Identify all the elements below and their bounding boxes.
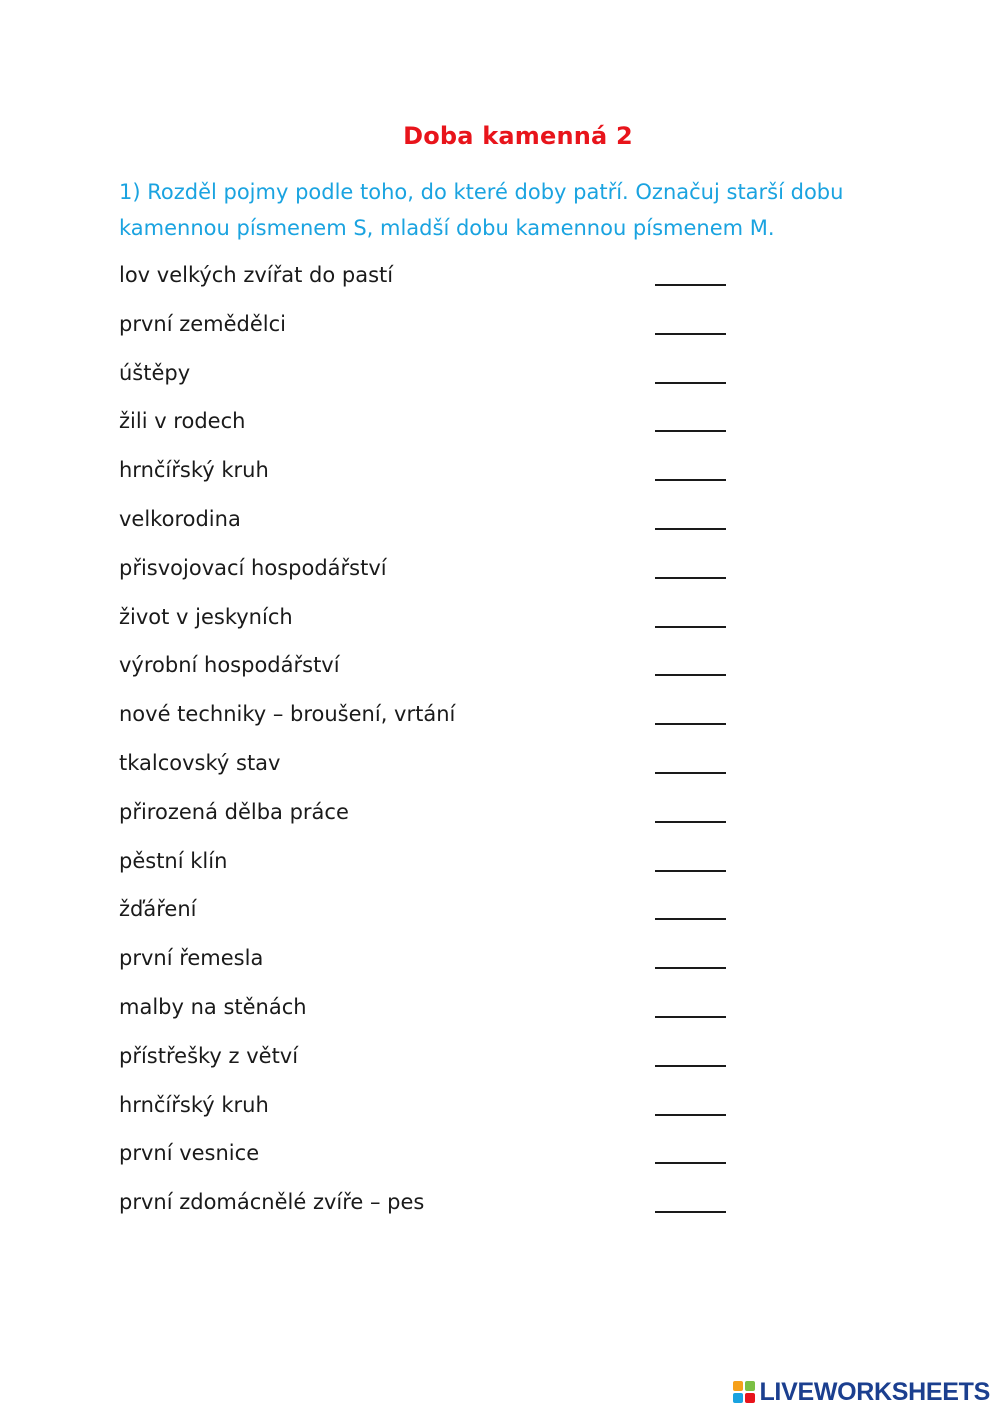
term-label: nové techniky – broušení, vrtání (119, 702, 456, 727)
answer-blank[interactable] (655, 1162, 726, 1164)
answer-blank[interactable] (655, 284, 726, 286)
answer-blank[interactable] (655, 528, 726, 530)
term-label: tkalcovský stav (119, 750, 281, 775)
term-row (119, 1037, 759, 1086)
logo-text: LIVEWORKSHEETS (759, 1377, 990, 1406)
liveworksheets-logo[interactable] (733, 1379, 990, 1405)
answer-blank[interactable] (655, 870, 726, 872)
term-row (119, 256, 759, 305)
term-row (119, 1086, 759, 1135)
term-label: velkorodina (119, 506, 241, 531)
term-row (119, 1183, 759, 1232)
answer-blank[interactable] (655, 674, 726, 676)
answer-blank[interactable] (655, 1016, 726, 1018)
answer-blank[interactable] (655, 723, 726, 725)
term-label: žďáření (119, 897, 197, 922)
worksheet-title: Doba kamenná 2 (403, 122, 633, 150)
term-label: život v jeskyních (119, 604, 293, 629)
term-row (119, 354, 759, 403)
term-label: pěstní klín (119, 848, 228, 873)
term-label: žili v rodech (119, 409, 246, 434)
term-row (119, 598, 759, 647)
term-row (119, 402, 759, 451)
answer-blank[interactable] (655, 918, 726, 920)
term-row (119, 305, 759, 354)
answer-blank[interactable] (655, 382, 726, 384)
term-row (119, 549, 759, 598)
term-row (119, 500, 759, 549)
answer-blank[interactable] (655, 479, 726, 481)
term-row (119, 695, 759, 744)
term-row (119, 793, 759, 842)
answer-blank[interactable] (655, 626, 726, 628)
term-label: první zdomácnělé zvíře – pes (119, 1190, 425, 1215)
term-label: hrnčířský kruh (119, 1092, 269, 1117)
term-row (119, 842, 759, 891)
term-label: první vesnice (119, 1141, 260, 1166)
term-label: úštěpy (119, 360, 191, 385)
term-row (119, 988, 759, 1037)
term-row (119, 744, 759, 793)
term-list (119, 256, 759, 1232)
exercise-instruction: 1) Rozděl pojmy podle toho, do které doby patří. Označuj starší dobu kamennou písmenem S, mladší dobu kamennou písmenem M. (119, 180, 844, 240)
term-label: přístřešky z větví (119, 1043, 299, 1068)
term-label: výrobní hospodářství (119, 653, 340, 678)
answer-blank[interactable] (655, 772, 726, 774)
term-row (119, 1134, 759, 1183)
answer-blank[interactable] (655, 1114, 726, 1116)
term-label: malby na stěnách (119, 994, 307, 1019)
term-row (119, 646, 759, 695)
answer-blank[interactable] (655, 821, 726, 823)
term-label: přirozená dělba práce (119, 799, 349, 824)
logo-squares-icon (733, 1381, 755, 1403)
term-label: přisvojovací hospodářství (119, 555, 387, 580)
answer-blank[interactable] (655, 967, 726, 969)
term-row (119, 890, 759, 939)
term-row (119, 451, 759, 500)
term-label: první zemědělci (119, 311, 286, 336)
answer-blank[interactable] (655, 1065, 726, 1067)
term-label: hrnčířský kruh (119, 458, 269, 483)
answer-blank[interactable] (655, 333, 726, 335)
answer-blank[interactable] (655, 1211, 726, 1213)
term-label: první řemesla (119, 946, 264, 971)
answer-blank[interactable] (655, 577, 726, 579)
term-row (119, 939, 759, 988)
answer-blank[interactable] (655, 430, 726, 432)
term-label: lov velkých zvířat do pastí (119, 263, 394, 287)
